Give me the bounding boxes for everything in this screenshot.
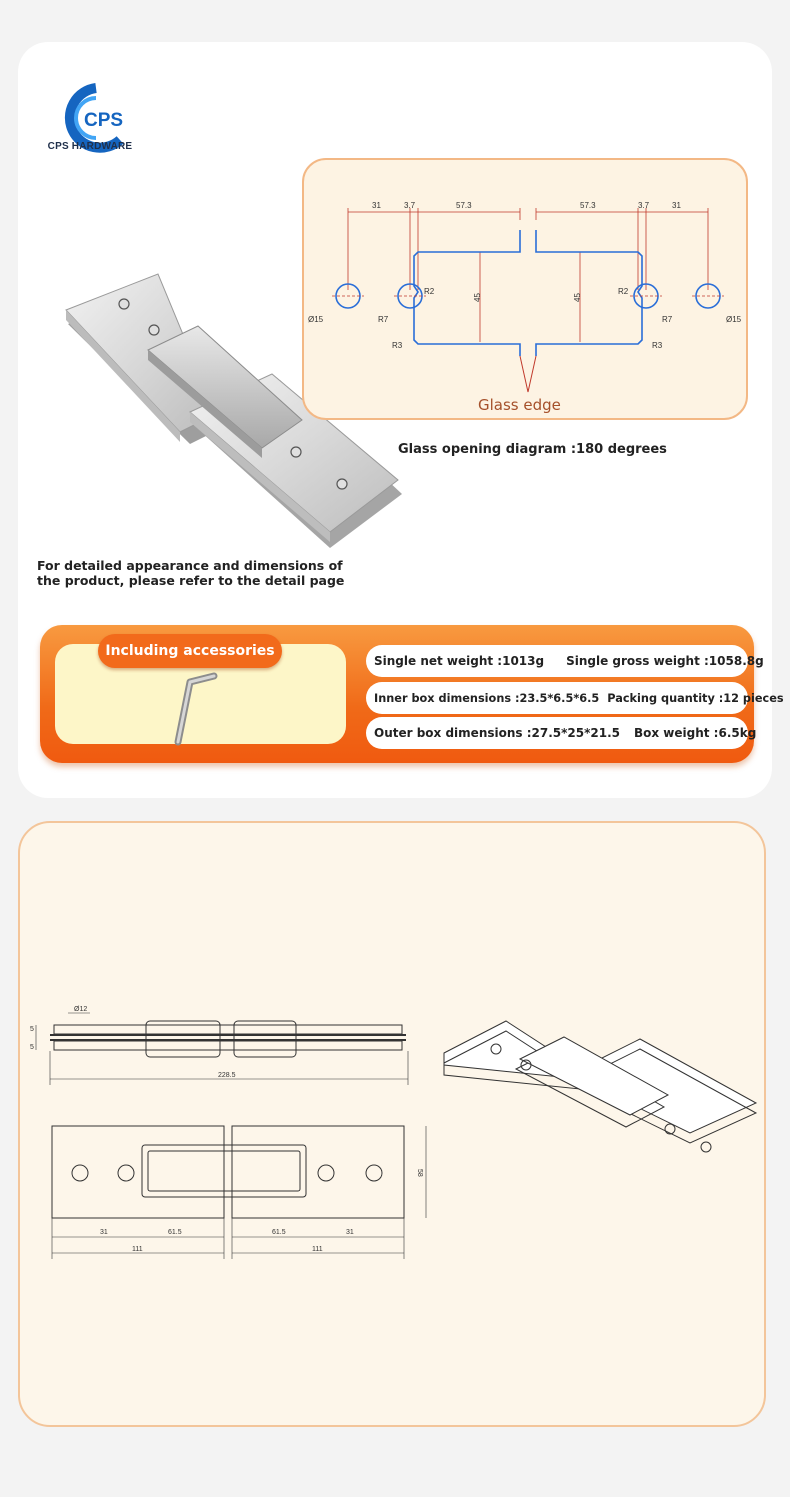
- spec-row: [366, 645, 764, 677]
- dim-right-outer: 31: [672, 201, 681, 210]
- dim-height-right: 45: [573, 293, 582, 302]
- hole-left-label: Ø15: [308, 315, 324, 324]
- glass-opening-diagram: [302, 158, 748, 420]
- side-thickness-top: 5: [30, 1026, 34, 1033]
- r3-right-label: R3: [652, 341, 663, 350]
- side-view-top-plate: [54, 1025, 402, 1034]
- packing-quantity: Packing quantity :12 pieces: [607, 691, 784, 705]
- box-weight: Box weight :6.5kg: [633, 726, 757, 740]
- opening-caption: Glass opening diagram :180 degrees: [398, 442, 667, 457]
- top-right-center: 61.5: [272, 1229, 286, 1236]
- brand-name: CPS HARDWARE: [47, 141, 133, 152]
- r2-right-label: R2: [618, 287, 629, 296]
- spec-row: [366, 682, 784, 714]
- outer-box-dimensions: Outer box dimensions :27.5*25*21.5: [374, 726, 620, 740]
- top-left-length: 111: [132, 1246, 143, 1253]
- inner-box-dimensions: Inner box dimensions :23.5*6.5*6.5: [374, 691, 600, 705]
- dim-right-gap: 3.7: [638, 201, 650, 210]
- gross-weight: Single gross weight :1058.8g: [566, 654, 764, 668]
- hole-right-label: Ø15: [726, 315, 742, 324]
- net-weight: Single net weight :1013g: [374, 654, 545, 668]
- top-height: 58: [416, 1169, 423, 1177]
- accessories-title: Including accessories: [98, 634, 282, 668]
- r7-left-label: R7: [378, 315, 389, 324]
- dim-left-gap: 3.7: [404, 201, 416, 210]
- technical-drawing-card: [18, 821, 766, 1427]
- top-left-center: 61.5: [168, 1229, 182, 1236]
- side-total-length: 228.5: [218, 1072, 236, 1079]
- top-right-hole-offset: 31: [346, 1229, 354, 1236]
- dim-left-inner: 57.3: [456, 201, 472, 210]
- dim-left-outer: 31: [372, 201, 381, 210]
- r3-left-label: R3: [392, 341, 403, 350]
- dim-right-inner: 57.3: [580, 201, 596, 210]
- spec-row: [366, 717, 757, 749]
- side-hole-dia: Ø12: [74, 1006, 88, 1013]
- product-note: For detailed appearance and dimensions of the product, please refer to the detail page: [37, 558, 345, 588]
- top-view-left-plate: [52, 1126, 224, 1218]
- side-thickness-bottom: 5: [30, 1044, 34, 1051]
- side-view-bottom-plate: [54, 1041, 402, 1050]
- top-left-hole-offset: 31: [100, 1229, 108, 1236]
- hex-key-icon: [168, 668, 228, 748]
- r7-right-label: R7: [662, 315, 673, 324]
- logo-letters: CPS: [84, 110, 124, 131]
- r2-left-label: R2: [424, 287, 435, 296]
- top-right-length: 111: [312, 1246, 323, 1253]
- glass-edge-label: Glass edge: [478, 396, 561, 414]
- dim-height-left: 45: [473, 293, 482, 302]
